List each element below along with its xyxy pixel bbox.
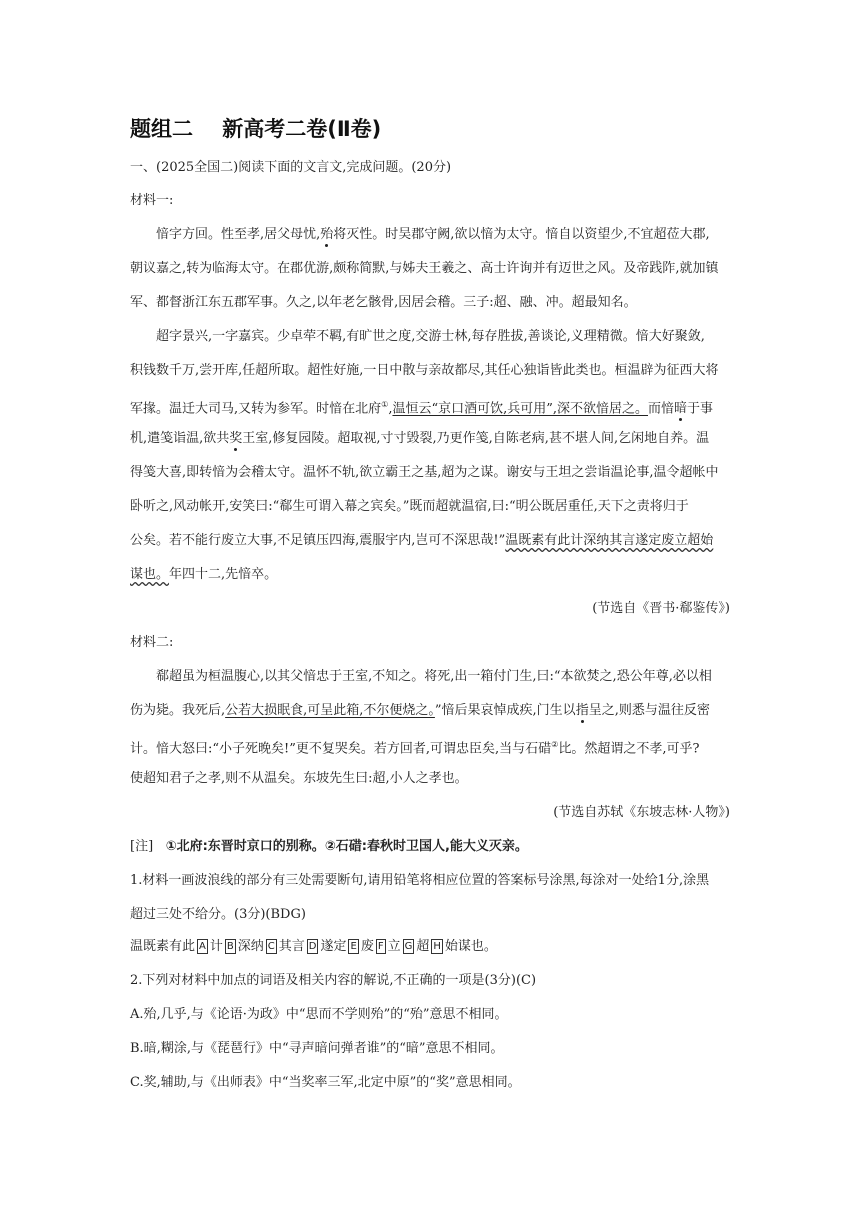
answer-box-a[interactable]: A [199,941,206,952]
m1p2-line8: 谋也。年四十二,先愔卒。 [130,567,278,582]
q1-stem-line1: 1.材料一画波浪线的部分有三处需要断句,请用铅笔将相应位置的答案标号涂黑,每涂对一处给1分,涂黑 [130,873,710,888]
material1-label: 材料一: [130,193,174,208]
q2-stem: 2.下列对材料中加点的词语及相关内容的解说,不正确的一项是(3分)(C) [130,973,537,988]
answer-box-c[interactable]: C [267,941,275,952]
m1p1-line2: 朝议嘉之,转为临海太守。在郡优游,颇称简默,与姊夫王羲之、高士许询并有迈世之风。及帝践阼,就加镇 [130,261,719,276]
answer-box-b[interactable]: B [226,941,234,952]
m1p2-line4: 机,遣笺诣温,欲共奖王室,修复园陵。超取视,寸寸毁裂,乃更作笺,自陈老病,甚不堪人间,乞闲地自养。温 [130,431,710,446]
answer-box-d[interactable]: D [308,941,317,952]
answer-box-g[interactable]: G [404,941,413,952]
q1-punctuation-row: 温既素有此 A 计 B 深纳 C 其言 D 遂定 E 废 F 立 G 超 H 始谋也。 [130,939,497,954]
answer-box-e[interactable]: E [350,941,357,952]
footnote: [注] ①北府:东晋时京口的别称。②石碏:春秋时卫国人,能大义灭亲。 [130,839,528,854]
dotted-word-zhi: 指 [575,703,589,718]
answer-box-f[interactable]: F [377,941,384,952]
m1p2-line5: 得笺大喜,即转愔为会稽太守。温怀不轨,欲立霸王之基,超为之谋。谢安与王坦之尝诣温论事,温令超帐中 [130,465,719,480]
source-1: (节选自《晋书·郗鉴传》) [592,601,730,616]
q2-option-a: A.殆,几乎,与《论语·为政》中“思而不学则殆”的“殆”意思不相同。 [130,1007,508,1022]
underlined-sentence-2: 公若大损眠食,可呈此箱,不尔便烧之。 [225,703,435,718]
page-title: 题组二 新高考二卷(Ⅱ卷) [130,117,382,141]
wavy-line-part1: 温既素有此计深纳其言遂定废立超始 [505,533,714,548]
source-2: (节选自苏轼《东坡志林·人物》) [553,805,730,820]
underlined-sentence-1: 温恒云“京口酒可饮,兵可用”,深不欲愔居之。 [392,401,649,417]
m1p1-line1: 愔字方回。性至孝,居父母忧,殆将灭性。时吴郡守阙,欲以愔为太守。愔自以资望少,不宜超莅大郡, [156,227,710,242]
footnote-mark-2: ② [551,740,559,749]
answer-box-h[interactable]: H [433,941,441,952]
wavy-line-part2: 谋也。 [130,567,170,582]
m1p2-line2: 积钱数千万,尝开库,任超所取。超性好施,一日中散与亲故都尽,其任心独诣皆此类也。桓温辟为征西大将 [130,363,719,378]
dotted-word-an: 暗 [674,401,688,417]
m2-line4: 使超知君子之孝,则不从温矣。东坡先生曰:超,小人之孝也。 [130,771,468,786]
q1-stem-line2: 超过三处不给分。(3分)(BDG) [130,907,306,922]
m1p2-line1: 超字景兴,一字嘉宾。少卓荦不羁,有旷世之度,交游士林,每存胜拔,善谈论,义理精微。愔大好聚敛, [156,329,705,344]
footnote-mark-1: ① [381,400,389,409]
m1p1-line3: 军、都督浙江东五郡军事。久之,以年老乞骸骨,因居会稽。三子:超、融、冲。超最知名。 [130,295,637,310]
dotted-word-jiang: 奖 [229,431,243,446]
q2-option-c: C.奖,辅助,与《出师表》中“当奖率三军,北定中原”的“奖”意思相同。 [130,1075,521,1090]
m2-line1: 郗超虽为桓温腹心,以其父愔忠于王室,不知之。将死,出一箱付门生,曰:“本欲焚之,恐公年尊,必以相 [156,669,712,684]
m1p2-line3: 军掾。温迁大司马,又转为参军。时愔在北府①,温恒云“京口酒可饮,兵可用”,深不欲愔居之。而愔暗于事 [130,400,714,417]
dotted-word-dai: 殆 [320,227,334,242]
q2-option-b: B.暗,糊涂,与《琵琶行》中“寻声暗问弹者谁”的“暗”意思不相同。 [130,1041,504,1056]
m1p2-line6: 卧听之,风动帐开,安笑曰:“郗生可谓入幕之宾矣。”既而超就温宿,曰:“明公既居重任,天下之责将归于 [130,499,689,514]
m2-line3: 计。愔大怒曰:“小子死晚矣!”更不复哭矣。若方回者,可谓忠臣矣,当与石碏②比。然超谓之不孝,可乎? [130,740,700,757]
question-intro: 一、(2025全国二)阅读下面的文言文,完成问题。(20分) [130,160,452,175]
m1p2-line7: 公矣。若不能行废立大事,不足镇压四海,震服宇内,岂可不深思哉!”温既素有此计深纳其言遂定废立超始 [130,533,714,548]
m2-line2: 伤为毙。我死后,公若大损眠食,可呈此箱,不尔便烧之。”愔后果哀悼成疾,门生以指呈之,则悉与温往反密 [130,703,710,718]
material2-label: 材料二: [130,635,174,650]
